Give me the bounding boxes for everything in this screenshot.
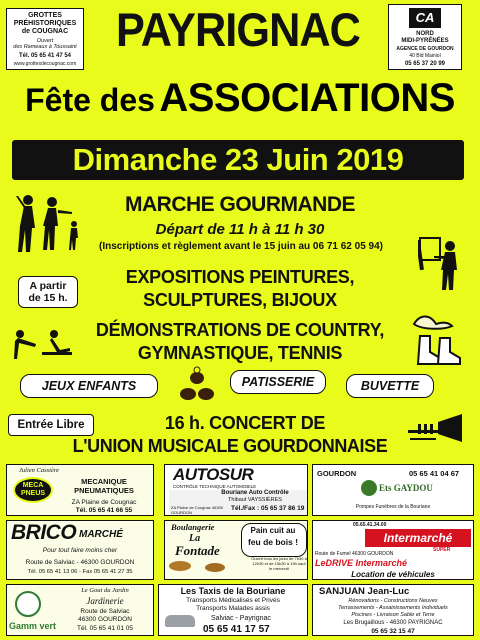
marche-depart: Départ de 11 h à 11 h 30	[155, 221, 325, 238]
ca-line-2: MIDI-PYRÉNÉES	[401, 38, 449, 44]
brico-logo-main: BRICO	[11, 521, 77, 544]
ad-credit-agricole	[388, 4, 462, 70]
subtitle-prefix: Fête des	[25, 82, 155, 118]
autosur-line-2: Thibaut VAYSSIÈRES	[228, 497, 282, 503]
bread-icon-2	[205, 563, 225, 572]
subtitle	[0, 76, 480, 121]
sanjuan-address: Les Brugaillous - 46300 PAYRIGNAC	[343, 620, 443, 626]
badge-patisserie	[230, 370, 326, 394]
ad-intermarche	[312, 520, 474, 580]
painter-icon	[418, 236, 468, 292]
autosur-tagline: CONTRÔLE TECHNIQUE AUTOMOBILE	[173, 484, 257, 489]
boulangerie-name: Fontade	[175, 543, 220, 558]
ca-line-4: 40 Bld Mainiol	[409, 53, 441, 59]
bubble-line-1: Pain cuit au	[250, 526, 296, 535]
sanjuan-phone: 05 65 32 15 47	[371, 628, 415, 635]
grottes-note-2: des Rameaux à Toussaint	[13, 44, 77, 50]
autosur-address: ZA Plaine de Cougnac 46300 GOURDON	[171, 505, 224, 515]
sanjuan-line-2: Terrassements - Assainissements Individuels	[338, 605, 448, 611]
boulangerie-hours: Ouvert tous les jours de 7h30 à 12h30 et de 15h30 à 19h sauf le mercredi	[251, 556, 307, 571]
ca-line-1: NORD	[416, 31, 434, 37]
taxis-city: Salviac - Payrignac	[211, 615, 271, 622]
ad-taxis	[158, 584, 308, 636]
jardin-city: 46300 GOURDON	[78, 616, 132, 623]
jardin-phone: Tél. 05 65 41 01 05	[76, 625, 133, 632]
meca-line-1: MECANIQUE	[81, 477, 127, 486]
ad-boulangerie	[164, 520, 308, 580]
demos-line-2: GYMNASTIQUE, TENNIS	[137, 343, 343, 363]
event-date: Dimanche 23 Juin 2019	[72, 142, 404, 177]
marche-title: MARCHE GOURMANDE	[125, 193, 355, 216]
bread-icon	[169, 561, 191, 571]
gymnastics-icon	[12, 322, 76, 362]
a-partir-badge	[18, 276, 78, 308]
expositions-line-2: SCULPTURES, BIJOUX	[143, 290, 337, 310]
ad-gout-du-jardin	[6, 584, 154, 636]
gammvert-logo: Gamm vert	[9, 621, 57, 631]
entree-libre-text: Entrée Libre	[17, 419, 85, 431]
intermarche-drive: LeDRIVE Intermarché	[315, 558, 408, 568]
bubble-line-2: feu de bois !	[247, 537, 299, 547]
ca-logo-icon: CA	[409, 8, 441, 28]
grottes-name-1: GROTTES	[28, 12, 62, 19]
ca-phone: 05 65 37 20 99	[404, 61, 446, 67]
gaydou-phone: 05 65 41 04 67	[409, 469, 460, 478]
cake-icon	[178, 364, 218, 402]
gaydou-subtitle: Pompes Funèbres de la Bouriane	[355, 504, 431, 510]
taxis-phone: 05 65 41 17 57	[203, 624, 270, 635]
gammvert-leaf-icon	[15, 591, 41, 617]
entree-libre-badge	[8, 414, 94, 436]
ad-grottes-cougnac	[6, 8, 84, 70]
meca-address: ZA Plaine de Cougnac	[71, 499, 137, 506]
ca-line-3: AGENCE DE GOURDON	[396, 46, 454, 52]
sanjuan-line-3: Piscines - Livraison Sable et Terre	[351, 612, 435, 618]
autosur-logo: AUTOSUR	[173, 465, 254, 484]
concert-line-2: L'UNION MUSICALE GOURDONNAISE	[72, 436, 388, 456]
jardin-address: Route de Salviac	[80, 608, 130, 615]
badge-buvette	[346, 374, 434, 398]
badge-buvette-label: BUVETTE	[360, 379, 420, 393]
a-partir-text: A partir de 15 h.	[28, 280, 68, 304]
meca-logo: MECA PNEUS	[13, 477, 53, 503]
ad-sanjuan	[312, 584, 474, 636]
sanjuan-name: SANJUAN Jean-Luc	[319, 586, 410, 597]
intermarche-location: Location de véhicules	[351, 570, 435, 579]
jardin-sub: Jardinerie	[86, 596, 124, 606]
ad-autosur	[164, 464, 308, 516]
autosur-line-1: Bouriane Auto Contrôle	[221, 490, 289, 496]
marche-inscription: (Inscriptions et règlement avant le 15 juin au 06 71 62 05 94)	[98, 241, 383, 252]
badge-jeux-enfants-label: JEUX ENFANTS	[41, 379, 137, 393]
intermarche-phone: 05.65.41.34.00	[353, 522, 387, 528]
jardin-heading: Le Gout du Jardin	[81, 587, 129, 594]
ad-brico-marche	[6, 520, 154, 580]
brico-tagline: Pour tout faire moins cher	[42, 547, 118, 554]
grottes-phone: Tél. 05 65 41 47 54	[18, 53, 72, 59]
intermarche-super: SUPER	[433, 547, 451, 553]
grottes-url: www.grottesdecougnac.com	[13, 61, 77, 67]
intermarche-logo: Intermarché	[365, 529, 471, 547]
badge-patisserie-label: PATISSERIE	[241, 375, 315, 389]
grottes-name-3: de COUGNAC	[21, 28, 69, 35]
grottes-note-1: Ouvert	[36, 38, 54, 44]
ad-gaydou	[312, 464, 474, 516]
boulangerie-heading: Boulangerie	[171, 522, 215, 532]
trumpet-icon	[406, 410, 466, 450]
gaydou-town: GOURDON	[317, 469, 357, 478]
brico-phone: Tél. 05 65 41 13 06 - Fax 05 65 41 27 35	[27, 569, 133, 575]
gaydou-logo-icon	[361, 480, 377, 496]
concert-line-1: 16 h. CONCERT DE	[164, 413, 326, 433]
country-boots-icon	[406, 310, 466, 370]
brico-address: Route de Salviac - 46300 GOURDON	[25, 559, 135, 566]
expositions-line-1: EXPOSITIONS PEINTURES,	[125, 267, 355, 287]
taxis-line-3: Transports Malades assis	[196, 605, 270, 612]
meca-phone: Tél. 05 65 41 66 55	[75, 507, 133, 514]
meca-script: Julien Cassière	[19, 467, 60, 474]
page-title: PAYRIGNAC	[115, 3, 361, 56]
taxi-car-icon	[165, 615, 195, 627]
badge-jeux-enfants	[20, 374, 158, 398]
demos-line-1: DÉMONSTRATIONS DE COUNTRY,	[95, 320, 385, 340]
taxis-line-2: Transports Médicalisés et Privés	[186, 597, 280, 604]
brico-logo-sub: MARCHÉ	[79, 529, 123, 540]
gaydou-name: Ets GAYDOU	[379, 483, 433, 493]
subtitle-main: ASSOCIATIONS	[159, 76, 455, 120]
taxis-heading: Les Taxis de la Bouriane	[180, 586, 286, 596]
sanjuan-line-1: Rénovations - Constructions Neuves	[348, 598, 438, 604]
boulangerie-la: La	[189, 533, 201, 544]
autosur-phone: Tél./Fax : 05 65 37 86 19	[231, 505, 305, 512]
intermarche-address: Route de Fumel 46300 GOURDON	[315, 551, 394, 557]
meca-line-2: PNEUMATIQUES	[74, 486, 134, 495]
grottes-name-2: PRÉHISTORIQUES	[13, 20, 77, 27]
ad-meca-pneus	[6, 464, 154, 516]
